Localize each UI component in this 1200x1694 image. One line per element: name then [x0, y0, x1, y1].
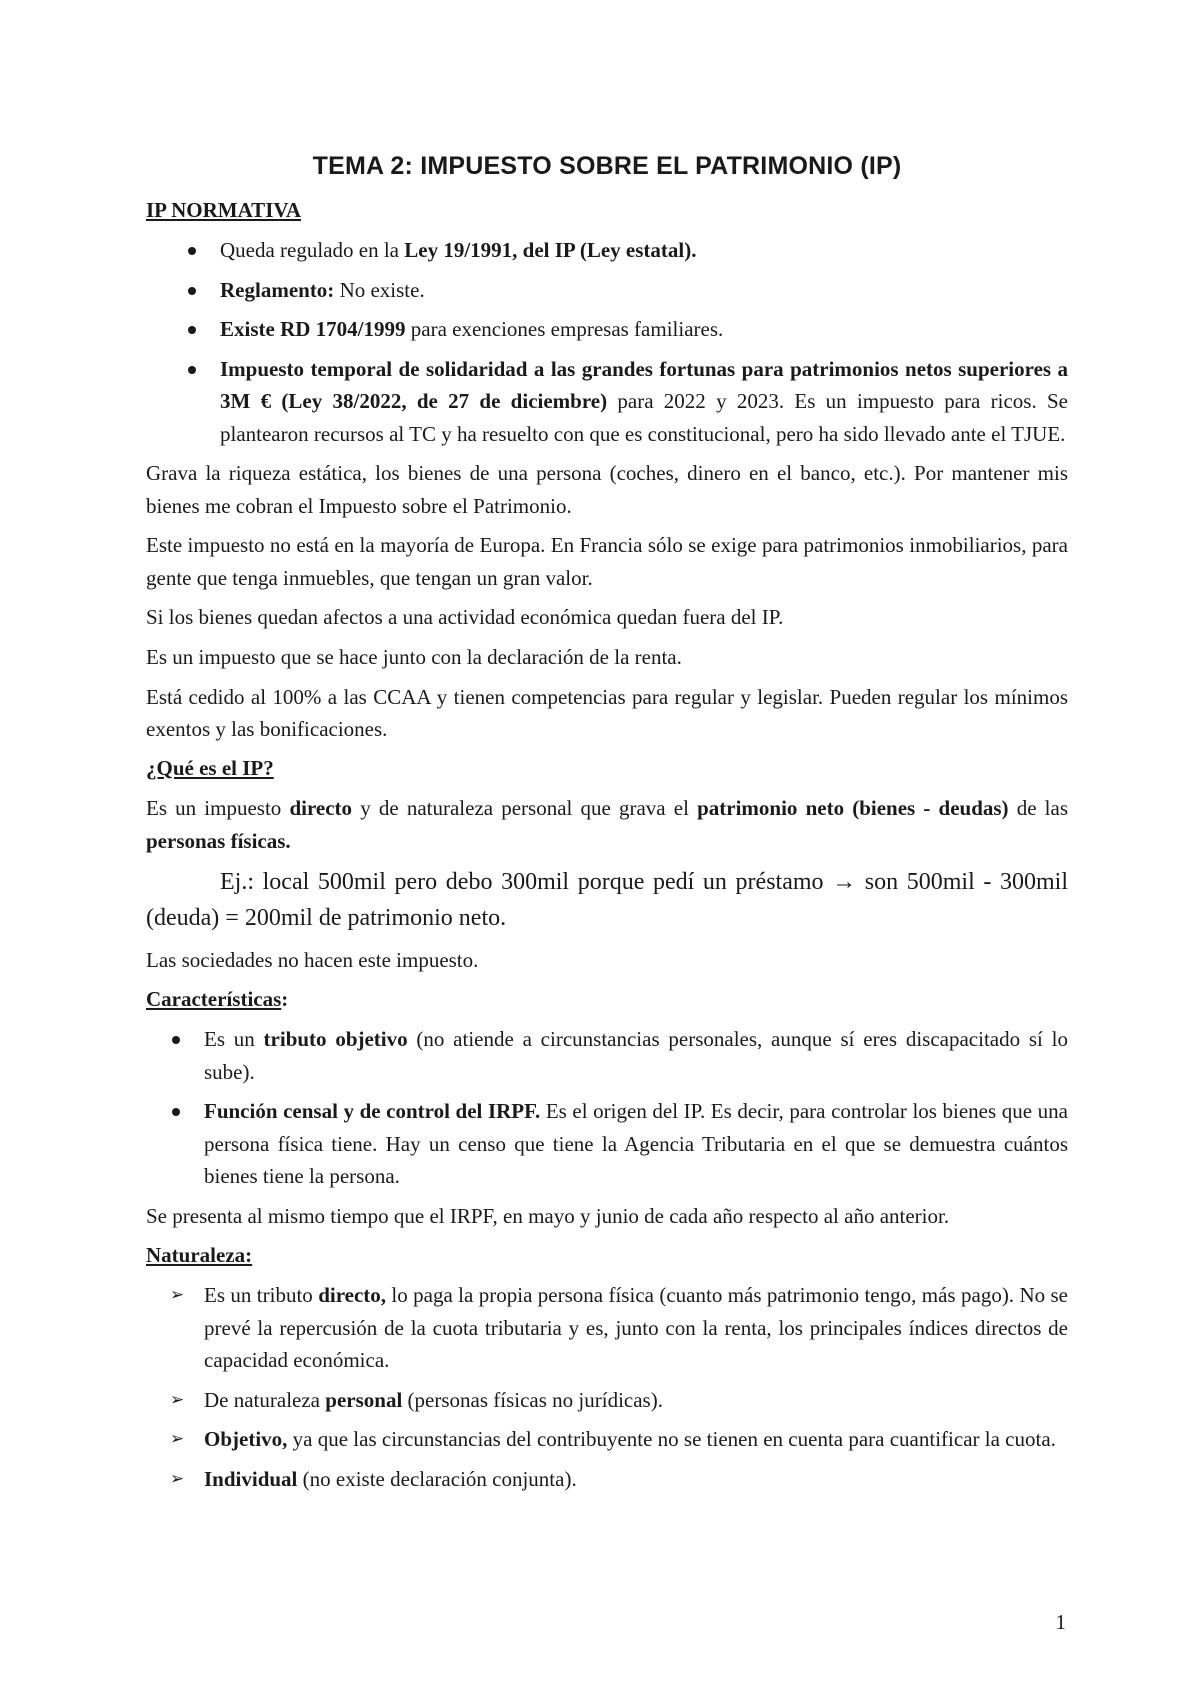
bold-text-run: Objetivo, [204, 1427, 288, 1452]
section-heading-normativa [146, 195, 1068, 227]
bold-text-run: Individual [204, 1466, 298, 1491]
list-item [146, 274, 1068, 307]
bold-text-run: patrimonio neto (bienes - deudas) [697, 796, 1009, 821]
definition-text [146, 796, 1068, 853]
text-run: Es un impuesto [146, 796, 290, 821]
list-item-text [220, 317, 723, 341]
text-run: ya que las circunstancias del contribuyente no se tienen en cuenta para cuantificar la cuota. [287, 1427, 1056, 1452]
list-item [146, 313, 1068, 346]
list-item-text [220, 238, 696, 262]
paragraph: Se presenta al mismo tiempo que el IRPF, en mayo y junio de cada año respecto al año anterior. [146, 1204, 950, 1229]
list-item [146, 1423, 1068, 1456]
list-item [146, 1384, 1068, 1417]
list-item [146, 1095, 1068, 1193]
paragraph: Está cedido al 100% a las CCAA y tienen competencias para regular y legislar. Pueden regular los mínimos exentos y las bonificaciones. [146, 684, 1068, 742]
section-heading-naturaleza [146, 1240, 1068, 1272]
list-item-text [204, 1027, 1068, 1084]
paragraph: Este impuesto no está en la mayoría de Europa. En Francia sólo se exige para patrimonios inmobiliarios, para gente que tenga inmuebles, que tengan un gran valor. [146, 533, 1068, 590]
section-heading-que-es-text: ¿Qué es el IP? [146, 755, 274, 780]
text-run: Es el origen del IP. Es decir, para controlar los bienes que una persona física tiene. Hay un censo que tiene la Agencia Tributaria en el que se demuestra cuántos bienes tiene la persona. [204, 1099, 1068, 1189]
bold-text-run: tributo objetivo [263, 1027, 408, 1052]
text-run: para 2022 y 2023. Es un impuesto para ricos. Se plantearon recursos al TC y ha resuelto con que es constitucional, pero ha sido llevado ante el TJUE. [220, 389, 1068, 446]
list-item-text [220, 278, 425, 302]
text-run: para exenciones empresas familiares. [405, 317, 724, 342]
text-run: (no atiende a circunstancias personales, aunque sí eres discapacitado sí lo sube). [204, 1027, 1068, 1084]
list-item-text [204, 1388, 663, 1412]
text-run: de las [1008, 796, 1068, 821]
bold-text-run: Función censal y de control del IRPF. [204, 1099, 541, 1124]
section-heading-normativa-text: IP NORMATIVA [146, 197, 301, 222]
page-content [146, 150, 1068, 1502]
list-item-text [220, 357, 1068, 446]
bold-text-run: personas físicas. [146, 828, 291, 853]
paragraph: Si los bienes quedan afectos a una actividad económica quedan fuera del IP. [146, 605, 784, 630]
paragraph: Grava la riqueza estática, los bienes de una persona (coches, dinero en el banco, etc.). Por mantener mis bienes me cobran el Impuesto sobre el Patrimonio. [146, 461, 1068, 518]
list-item-text [204, 1427, 1056, 1451]
bold-text-run: Reglamento: [220, 277, 335, 302]
heading-colon: : [281, 986, 289, 1011]
bold-text-run: personal [325, 1387, 403, 1412]
text-run: lo paga la propia persona física (cuanto más patrimonio tengo, más pago). No se prevé la repercusión de la cuota tributaria y es, junto con la renta, los principales índices directos de capacidad económica. [204, 1283, 1069, 1373]
list-item [146, 353, 1068, 451]
list-item-text [204, 1099, 1068, 1188]
text-run: y de naturaleza personal que grava el [352, 796, 698, 821]
bold-text-run: directo [289, 796, 353, 821]
section-heading-que-es [146, 753, 1068, 785]
text-run: (no existe declaración conjunta). [297, 1466, 577, 1491]
normativa-list [146, 234, 1068, 450]
bold-text-run: Existe RD 1704/1999 [220, 317, 406, 342]
list-item [146, 1023, 1068, 1088]
bold-text-run: Ley 19/1991, del IP (Ley estatal). [404, 238, 697, 262]
text-run: (personas físicas no jurídicas). [402, 1387, 663, 1412]
example-paragraph: Ej.: local 500mil pero debo 300mil porque pedí un préstamo → son 500mil - 300mil (deuda) = 200mil de patrimonio neto. [146, 869, 1068, 932]
definition-paragraph [146, 792, 1068, 857]
bold-text-run: Impuesto temporal de solidaridad a las grandes fortunas para patrimonios netos superiores a 3M € (Ley 38/2022, de 27 de diciembre) [220, 356, 1068, 414]
arrow-bullet-icon: ➢ [170, 1389, 185, 1410]
list-item [146, 234, 1068, 267]
list-item-text [204, 1283, 1068, 1372]
section-heading-caracteristicas-text: Características [146, 986, 282, 1011]
page-title: TEMA 2: IMPUESTO SOBRE EL PATRIMONIO (IP) [312, 152, 902, 180]
bold-text-run: directo, [318, 1283, 387, 1308]
text-run: Es un [204, 1027, 264, 1052]
paragraph: Las sociedades no hacen este impuesto. [146, 948, 479, 973]
section-heading-caracteristicas [146, 984, 1068, 1016]
arrow-bullet-icon: ➢ [170, 1468, 185, 1489]
paragraph: Es un impuesto que se hace junto con la declaración de la renta. [146, 645, 682, 670]
caracteristicas-list [146, 1023, 1068, 1193]
list-item [146, 1463, 1068, 1496]
arrow-bullet-icon: ➢ [170, 1429, 185, 1450]
text-run: De naturaleza [204, 1387, 326, 1412]
section-heading-naturaleza-text: Naturaleza: [146, 1242, 253, 1267]
page-number: 1 [1055, 1610, 1066, 1634]
list-item-text [204, 1467, 577, 1491]
arrow-bullet-icon: ➢ [170, 1285, 185, 1306]
text-run: No existe. [334, 277, 425, 302]
naturaleza-list [146, 1279, 1068, 1495]
text-run: Queda regulado en la [220, 238, 405, 262]
text-run: Es un tributo [204, 1283, 319, 1308]
list-item [146, 1279, 1068, 1377]
